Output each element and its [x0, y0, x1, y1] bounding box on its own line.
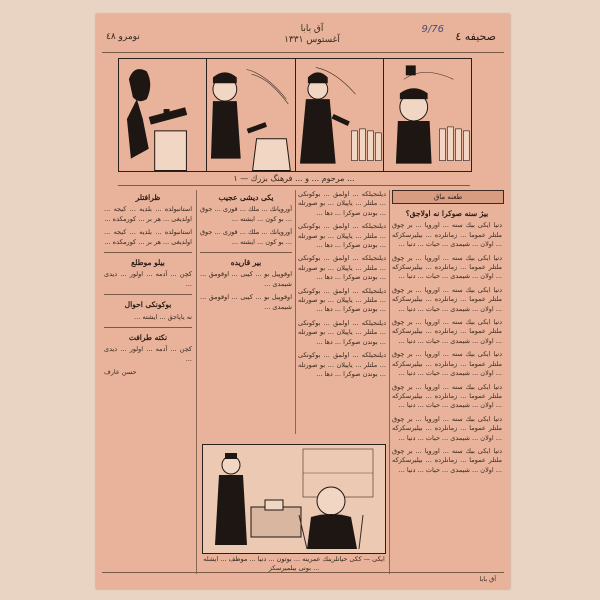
article-text: دیلنجیلکه ... اولمق ... بوکونکی ... ملتلر ... یاپیلان ... بو صورتله ... بوندن صوکرا ... دها ... [298, 286, 386, 314]
comic-panel-3 [296, 59, 384, 171]
article-text: آوروپانك ... ملك ... قوزی ... جوق ... بو کون ... ایشته ... [200, 205, 292, 223]
article-heading: یکی دیشی عجیب [218, 193, 274, 202]
divider [104, 294, 192, 295]
newspaper-title: آق بابا [300, 24, 324, 34]
article-text: اوقوپیل بو ... کیبی ... اوقومق ... شیمدی ... [200, 293, 292, 311]
article-heading: بیژ سنه صوکرا نه اولاجق؟ [405, 209, 489, 218]
article-text: دیلنجیلکه ... اولمق ... بوکونکی ... ملتلر ... یاپیلان ... بو صورتله ... بوندن صوکرا ... دها ... [298, 190, 386, 217]
divider [104, 327, 192, 328]
article-text: دنیا ایکی بیك سنه ... اوروپا ... بر چوق ملتلر عموما ... زمانلرده ... بیلیرسکزکه ... اولان ... شیمدی ... حیات ... دنیا ... [392, 318, 502, 345]
comic-caption: ۱ — مرحوم ... و ... فرهنگ بزرك ... [118, 174, 470, 186]
article-text: نه یاپاجق ... ایشته ... [134, 312, 192, 321]
handwritten-note: 9/76 [421, 24, 444, 35]
article-text: کچن ... آدمه ... اولور ... دیدی ... [104, 345, 192, 363]
masthead-title [252, 24, 372, 46]
article-text: دیلنجیلکه ... اولمق ... بوکونکی ... ملتلر ... یاپیلان ... بو صورتله ... بوندن صوکرا ... دها ... [298, 351, 386, 378]
illustration-caption: ایکی — ککی حیاتلرینك عمرینه ... بوتون ... دنیا ... موظف ... ایشله بونی بیلمیرسکز ... [203, 555, 385, 572]
column-divider [389, 190, 390, 574]
article-column-2 [200, 190, 292, 434]
article-text: کچن ... آدمه ... اولور ... دیدی ... [104, 270, 192, 288]
masthead-date: آغستوس ۱۳۳۱ [284, 35, 340, 45]
article-heading: بیلو موطلع [131, 258, 165, 268]
issue-number: نومرو ٤٨ [106, 32, 140, 42]
comic-panel-4 [384, 59, 471, 171]
article-column-1 [104, 190, 192, 574]
article-text: دنیا ایکی بیك سنه ... اوروپا ... بر چوق ملتلر عموما ... زمانلرده ... بیلیرسکزکه ... اولان ... شیمدی ... حیات ... دنیا ... [392, 253, 502, 281]
article-column-3 [298, 190, 386, 434]
article-text: دنیا ایکی بیك سنه ... اوروپا ... بر چوق ملتلر عموما ... زمانلرده ... بیلیرسکزکه ... اولان ... شیمدی ... حیات ... دنیا ... [392, 414, 502, 442]
section-banner: طعنه ماق [392, 190, 504, 204]
masthead [102, 20, 504, 53]
article-text: دنیا ایکی بیك سنه ... اوروپا ... بر چوق ملتلر عموما ... زمانلرده ... بیلیرسکزکه ... اولان ... شیمدی ... حیات ... دنیا ... [392, 446, 502, 474]
article-heading: ظرافتلر [135, 193, 161, 202]
column-divider [295, 190, 296, 434]
article-heading: نکته طرافت [128, 333, 168, 343]
article-text: دنیا ایکی بیك سنه ... اوروپا ... بر چوق ملتلر عموما ... زمانلرده ... بیلیرسکزکه ... اولان ... شیمدی ... حیات ... دنیا ... [392, 285, 502, 313]
page-footer: آق بابا [102, 572, 504, 585]
author-signature: حسن عارف [104, 368, 137, 377]
editorial-illustration [202, 444, 386, 554]
article-text: استانبولده ... بلدیه ... کیجه ... اولدیغی ... هر بر ... کورمکده ... [104, 228, 192, 246]
page-number: صحیفه ٤ [455, 30, 496, 43]
divider [104, 252, 192, 253]
article-text: دیلنجیلکه ... اولمق ... بوکونکی ... ملتلر ... یاپیلان ... بو صورتله ... بوندن صوکرا ... دها ... [298, 222, 386, 250]
article-heading: بوکونکی احوال [124, 300, 172, 310]
column-divider [196, 190, 197, 574]
article-text: استانبولده ... بلدیه ... کیجه ... اولدیغی ... هر بر ... کورمکده ... [104, 205, 192, 223]
article-column-4 [392, 206, 502, 590]
comic-panel-2 [207, 59, 295, 171]
article-text: دنیا ایکی بیك سنه ... اوروپا ... بر چوق ملتلر عموما ... زمانلرده ... بیلیرسکزکه ... اولان ... شیمدی ... حیات ... دنیا ... [392, 382, 502, 410]
article-text: اوقوپیل بو ... کیبی ... اوقومق ... شیمدی ... [200, 270, 292, 288]
article-text: دیلنجیلکه ... اولمق ... بوکونکی ... ملتلر ... یاپیلان ... بو صورتله ... بوندن صوکرا ... دها ... [298, 318, 386, 346]
article-heading: بیر قاریده [230, 258, 262, 268]
newspaper-page [96, 14, 510, 589]
comic-panel-1 [119, 59, 207, 171]
article-text: دیلنجیلکه ... اولمق ... بوکونکی ... ملتلر ... یاپیلان ... بو صورتله ... بوندن صوکرا ... دها ... [298, 254, 386, 282]
article-text: دنیا ایکی بیك سنه ... اوروپا ... بر چوق ملتلر عموما ... زمانلرده ... بیلیرسکزکه ... اولان ... شیمدی ... حیات ... دنیا ... [392, 221, 502, 249]
divider [200, 252, 292, 253]
comic-strip [118, 58, 472, 172]
article-text: دنیا ایکی بیك سنه ... اوروپا ... بر چوق ملتلر عموما ... زمانلرده ... بیلیرسکزکه ... اولان ... شیمدی ... حیات ... دنیا ... [392, 350, 502, 378]
article-text: آوروپانك ... ملك ... قوزی ... جوق ... بو کون ... ایشته ... [200, 228, 292, 246]
